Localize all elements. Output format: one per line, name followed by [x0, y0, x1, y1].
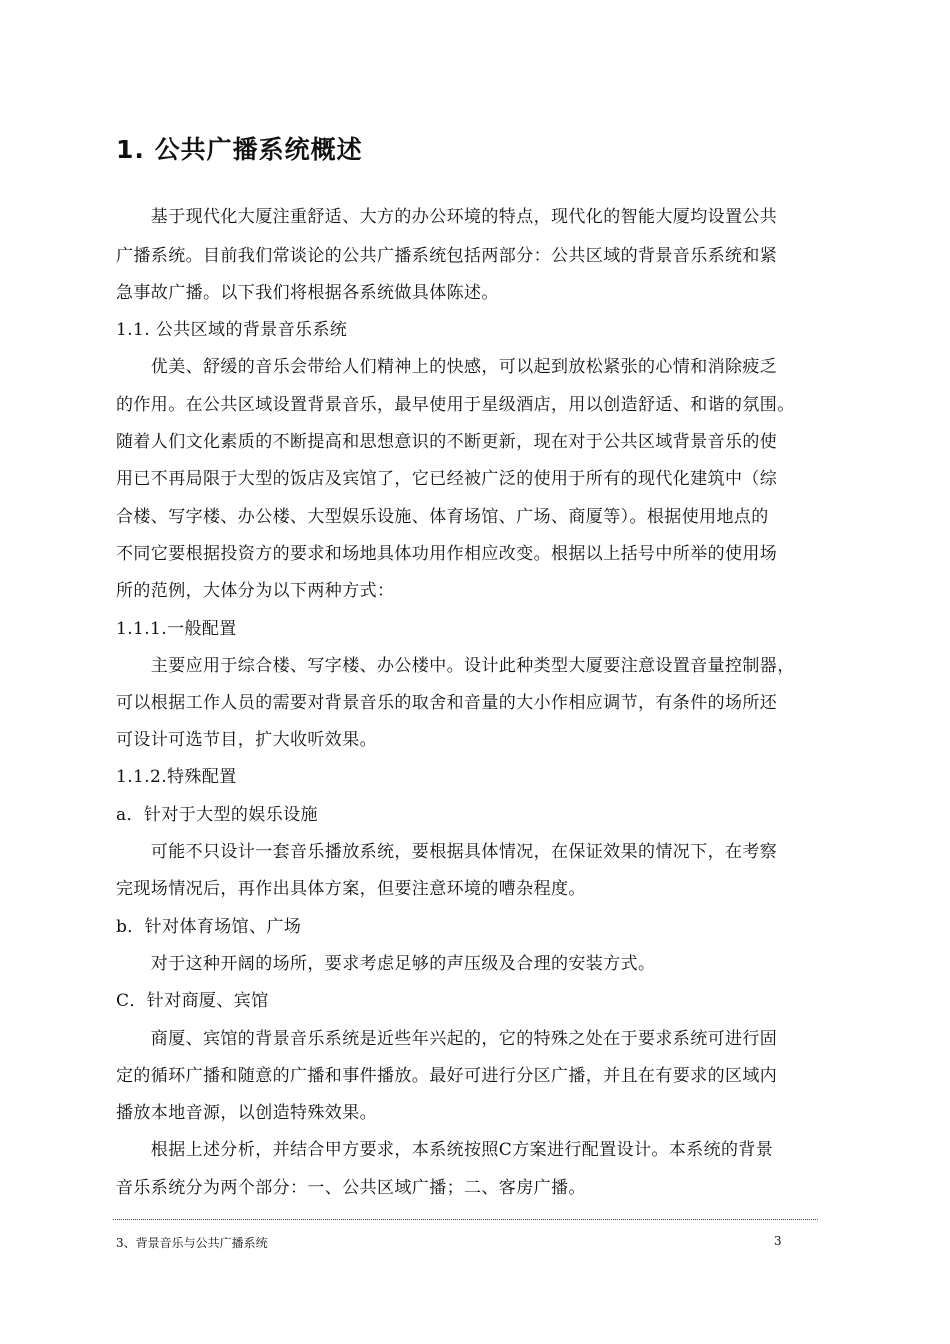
paragraph-line: 广播系统。目前我们常谈论的公共广播系统包括两部分：公共区域的背景音乐系统和紧 — [116, 246, 778, 266]
paragraph-line: 不同它要根据投资方的要求和场地具体功用作相应改变。根据以上括号中所举的使用场 — [116, 544, 778, 564]
paragraph-line: 完现场情况后，再作出具体方案，但要注意环境的嘈杂程度。 — [116, 879, 586, 899]
list-item-heading: a．针对于大型的娱乐设施 — [116, 805, 318, 825]
paragraph-line: 可以根据工作人员的需要对背景音乐的取舍和音量的大小作相应调节，有条件的场所还 — [116, 693, 778, 713]
paragraph-line: 优美、舒缓的音乐会带给人们精神上的快感，可以起到放松紧张的心情和消除疲乏 — [116, 357, 778, 377]
paragraph-line: 播放本地音源，以创造特殊效果。 — [116, 1103, 377, 1123]
subsection-heading: 1.1.2.特殊配置 — [116, 767, 237, 787]
page-number: 3 — [774, 1234, 782, 1248]
paragraph-line: 商厦、宾馆的背景音乐系统是近些年兴起的，它的特殊之处在于要求系统可进行固 — [116, 1029, 778, 1049]
paragraph-line: 可设计可选节目，扩大收听效果。 — [116, 730, 377, 750]
paragraph-line: 随着人们文化素质的不断提高和思想意识的不断更新，现在对于公共区域背景音乐的使 — [116, 432, 778, 452]
paragraph-line: 用已不再局限于大型的饭店及宾馆了，它已经被广泛的使用于所有的现代化建筑中（综 — [116, 469, 778, 489]
paragraph-line: 根据上述分析，并结合甲方要求，本系统按照C方案进行配置设计。本系统的背景 — [116, 1140, 774, 1160]
list-item-heading: b．针对体育场馆、广场 — [116, 917, 302, 937]
paragraph-line: 的作用。在公共区域设置背景音乐，最早使用于星级酒店，用以创造舒适、和谐的氛围。 — [116, 395, 795, 415]
paragraph-line: 合楼、写字楼、办公楼、大型娱乐设施、体育场馆、广场、商厦等）。根据使用地点的 — [116, 507, 769, 527]
footer-section-title: 3、背景音乐与公共广播系统 — [116, 1236, 268, 1250]
paragraph-line: 基于现代化大厦注重舒适、大方的办公环境的特点，现代化的智能大厦均设置公共 — [116, 207, 778, 227]
paragraph-line: 主要应用于综合楼、写字楼、办公楼中。设计此种类型大厦要注意设置音量控制器， — [116, 656, 795, 676]
paragraph-line: 急事故广播。以下我们将根据各系统做具体陈述。 — [116, 283, 499, 303]
list-item-heading: C．针对商厦、宾馆 — [116, 991, 269, 1011]
paragraph-line: 定的循环广播和随意的广播和事件播放。最好可进行分区广播，并且在有要求的区域内 — [116, 1066, 778, 1086]
footer-divider — [113, 1219, 818, 1220]
paragraph-line: 对于这种开阔的场所，要求考虑足够的声压级及合理的安装方式。 — [116, 954, 656, 974]
subsection-heading: 1.1. 公共区域的背景音乐系统 — [116, 320, 348, 340]
section-title: 1. 公共广播系统概述 — [116, 135, 363, 164]
subsection-heading: 1.1.1.一般配置 — [116, 619, 237, 639]
paragraph-line: 所的范例，大体分为以下两种方式： — [116, 581, 395, 601]
paragraph-line: 音乐系统分为两个部分：一、公共区域广播；二、客房广播。 — [116, 1178, 586, 1198]
paragraph-line: 可能不只设计一套音乐播放系统，要根据具体情况，在保证效果的情况下，在考察 — [116, 842, 778, 862]
